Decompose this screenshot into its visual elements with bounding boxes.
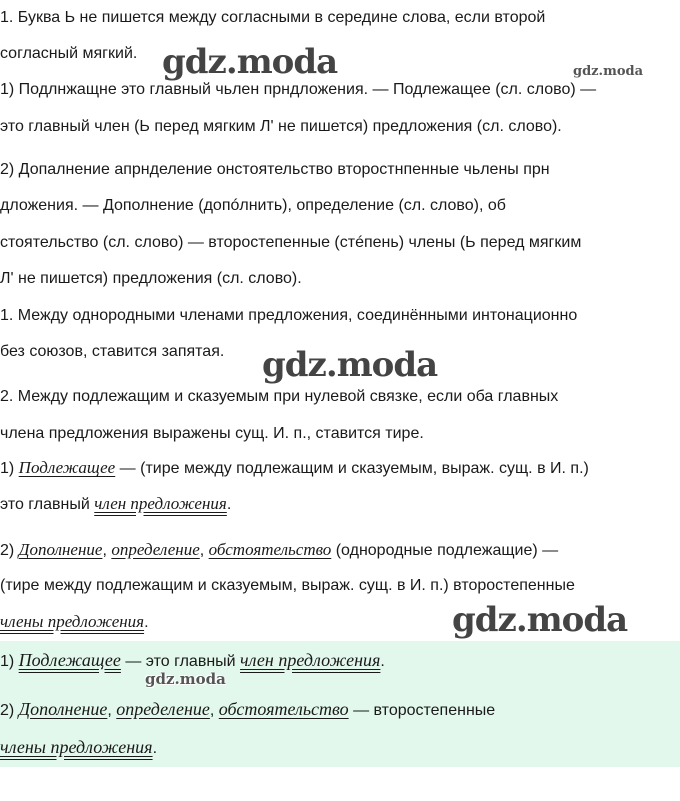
watermark-logo: gdz.moda — [262, 345, 438, 385]
text-line: (тире между подлежащим и сказуемым, выраж. сущ. в И. п.) второстепенные — [0, 577, 575, 594]
predicate-phrase: член предложения — [94, 494, 227, 513]
line-text: — это главный — [120, 653, 241, 670]
text-line: 1) Подлнжащне это главный чьлен прндложения. — Подлежащее (сл. слово) — — [0, 81, 597, 98]
subject-word: Подлежащее — [18, 650, 121, 670]
watermark-logo: gdz.moda — [452, 600, 628, 640]
subject-word: обстоятельство — [218, 699, 349, 719]
answer-line — [0, 650, 385, 672]
line-text: — второстепенные — [348, 702, 496, 719]
text-line — [0, 540, 558, 561]
answer-line — [0, 737, 157, 759]
text-line: члена предложения выражены сущ. И. п., ставится тире. — [0, 425, 424, 442]
line-prefix: 2) — [0, 702, 19, 719]
comma: , — [102, 542, 112, 559]
line-text: — (тире между подлежащим и сказуемым, выраж. сущ. в И. п.) — [115, 460, 589, 477]
subject-word: Подлежащее — [18, 458, 116, 477]
text-line — [0, 612, 149, 633]
line-text: . — [380, 653, 385, 670]
predicate-phrase: член предложения — [240, 650, 381, 670]
line-text: . — [152, 740, 158, 757]
text-line — [0, 458, 589, 479]
text-line: стоятельство (сл. слово) — второстепенные (стéпень) члены (Ь перед мягким — [0, 234, 582, 251]
text-line: Л' не пишется) предложения (сл. слово). — [0, 270, 302, 287]
comma: , — [199, 542, 209, 559]
line-prefix: это главный — [0, 496, 95, 513]
line-prefix: 1) — [0, 460, 19, 477]
subject-word: Дополнение — [18, 699, 108, 719]
watermark-logo: gdz.moda — [162, 42, 338, 82]
predicate-phrase: члены предложения — [0, 737, 153, 757]
watermark-logo: gdz.moda — [573, 64, 644, 79]
line-prefix: 2) — [0, 542, 19, 559]
text-line: 1. Буква Ь не пишется между согласными в середине слова, если второй — [0, 9, 546, 26]
line-text: . — [226, 496, 232, 513]
subject-word: обстоятельство — [208, 540, 332, 559]
text-line: согласный мягкий. — [0, 45, 138, 62]
text-line: без союзов, ставится запятая. — [0, 343, 225, 360]
text-line: 2. Между подлежащим и сказуемым при нулевой связке, если оба главных — [0, 388, 559, 405]
line-prefix: 1) — [0, 653, 19, 670]
comma: , — [209, 702, 219, 719]
watermark-logo: gdz.moda — [145, 670, 226, 688]
subject-word: определение — [116, 699, 210, 719]
text-line: это главный член (Ь перед мягким Л' не пишется) предложения (сл. слово). — [0, 118, 562, 135]
line-text: . — [144, 614, 149, 631]
line-text: (однородные подлежащие) — — [331, 542, 559, 559]
answer-line — [0, 699, 495, 721]
text-line: дложения. — Дополнение (допóлнить), определение (сл. слово), об — [0, 197, 506, 214]
predicate-phrase: члены предложения — [0, 612, 145, 631]
text-line: 1. Между однородными членами предложения, соединёнными интонационно — [0, 307, 578, 324]
text-line: 2) Допалнение апрнделение онстоятельство второстнпенные чьлены прн — [0, 161, 550, 178]
comma: , — [107, 702, 117, 719]
subject-word: определение — [111, 540, 200, 559]
subject-word: Дополнение — [18, 540, 103, 559]
text-line — [0, 494, 231, 515]
